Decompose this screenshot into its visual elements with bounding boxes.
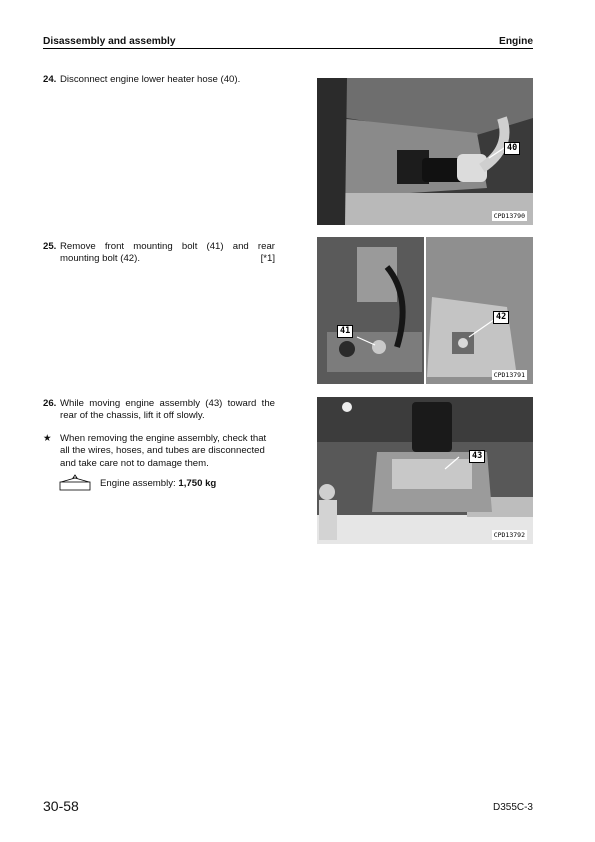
callout-43: 43	[469, 450, 485, 463]
model-number: D355C-3	[492, 802, 533, 813]
callout-41: 41	[337, 325, 353, 338]
weight-value: 1,750 kg	[178, 478, 217, 489]
step-number: 25.	[43, 241, 57, 252]
callout-42: 42	[493, 311, 509, 324]
weight-spec	[100, 478, 216, 489]
step-text: Disconnect engine lower heater hose (40).	[60, 74, 241, 85]
star-icon: ★	[43, 433, 52, 444]
step-number: 24.	[43, 74, 57, 85]
step-number: 26.	[43, 398, 57, 409]
photo-mounting-bolts	[317, 237, 533, 384]
caution-note	[43, 433, 275, 473]
photo-engine-lift	[317, 397, 533, 544]
header-rule	[43, 48, 533, 49]
step-text: Remove front mounting bolt (41) and rear mounting bolt (42).	[60, 241, 275, 265]
callout-40: 40	[504, 142, 520, 155]
weight-icon	[59, 474, 91, 496]
page-number: 30-58	[43, 798, 79, 814]
weight-label: Engine assembly:	[100, 478, 179, 489]
step-text: While moving engine assembly (43) toward the rear of the chassis, lift it off slowly.	[60, 398, 275, 422]
note-text: When removing the engine assembly, check that all the wires, hoses, and tubes are disconnected and take care not to damage them.	[60, 433, 267, 469]
photo-code: CPD13790	[493, 212, 525, 220]
chapter-title: Engine	[499, 36, 533, 47]
step-25	[43, 241, 275, 269]
section-title: Disassembly and assembly	[43, 36, 176, 47]
photo-heater-hose	[317, 78, 533, 225]
step-24	[43, 74, 275, 88]
photo-code: CPD13792	[493, 531, 525, 539]
photo-code: CPD13791	[493, 371, 525, 379]
reference-mark: [*1]	[260, 253, 275, 265]
step-26	[43, 398, 275, 426]
